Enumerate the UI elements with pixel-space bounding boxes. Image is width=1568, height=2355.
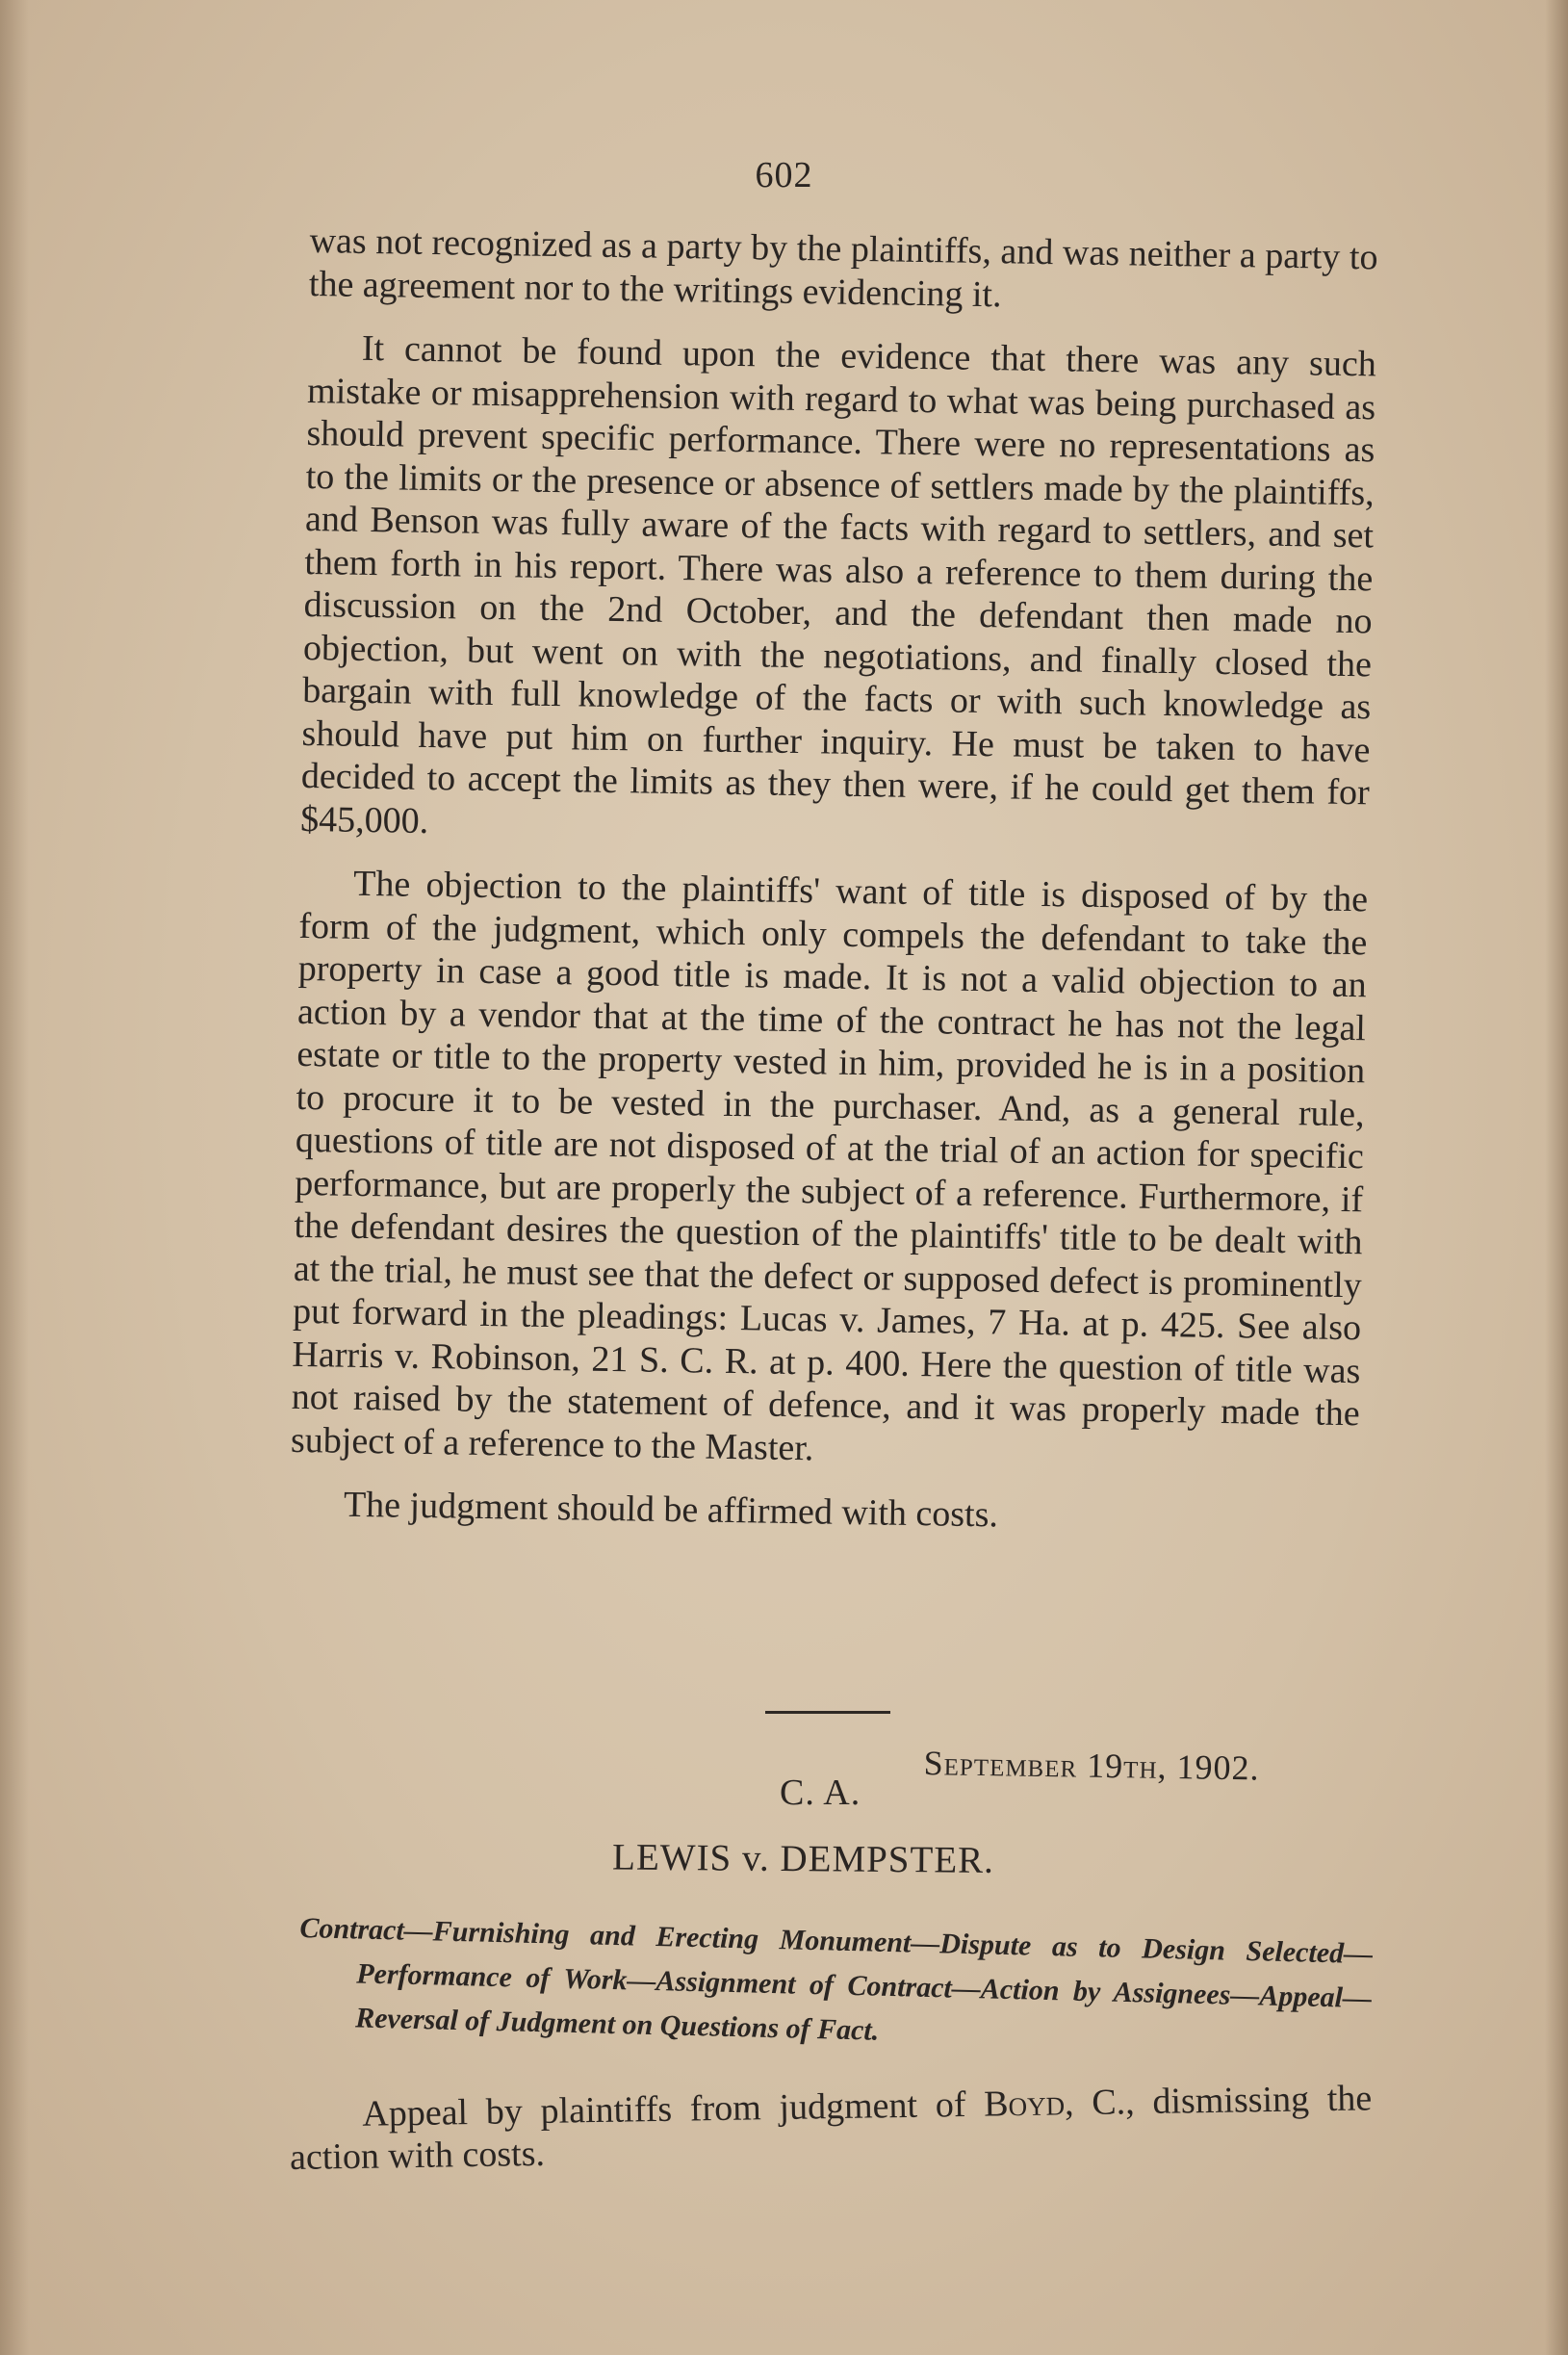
section-divider [765,1711,890,1714]
paragraph-2: It cannot be found upon the evidence that there was any such mistake or misapprehension with regard to what was being purchased as should prevent specific performance. There were no representations as to the limits or the presence or absence of settlers made by the plaintiffs, and Benson was fully aware of the facts with regard to settlers, and set them forth in his report. There was also a reference to them during the discussion on the 2nd October, and the defendant then made no objection, but went on with the negotiations, and finally closed the bargain with full knowledge of the facts or with such knowledge as should have put him on further inquiry. He must be taken to have decided to accept the limits as they then were, if he could get them for $45,000. [299,327,1377,841]
case-headnote: Contract—Furnishing and Erecting Monument—Dispute as to Design Selected—Performance of Work—Assignment of Contract—Action by Assignees—Appeal—Reversal of Judgment on Questions of Fact. [299,1911,1374,2047]
appeal-text-before: Appeal by plaintiffs from judgment of [362,2083,985,2135]
case-title: LEWIS v. DEMPSTER. [611,1836,995,1881]
court-label: C. A. [780,1773,861,1813]
case-date: September 19th, 1902. [923,1743,1260,1788]
opinion-text [289,220,1378,1564]
appeal-judge: Boyd, C. [983,2082,1126,2125]
appeal-text-after: , dismissing the action with costs. [289,2078,1373,2178]
paragraph-1: was not recognized as a party by the plaintiffs, and was neither a party to the agreement nor to the writings evidencing it. [308,220,1378,315]
paragraph-3: The objection to the plaintiffs' want of title is disposed of by the form of the judgment, which only compels the defendant to take the property in case a good title is made. It is not a valid objection to an action by a vendor that at the time of the contract he has not the legal estate or title to the property vested in him, provided he is in a position to procure it to be vested in the purchaser. And, as a general rule, questions of title are not disposed of at the trial of an action for specific performance, but are properly the subject of a reference. Furthermore, if the defendant desires the question of the plaintiffs' title to be dealt with at the trial, he must see that the defect or supposed defect is prominently put forward in the pleadings: Lucas v. James, 7 Ha. at p. 425. See also Harris v. Robinson, 21 S. C. R. at p. 400. Here the question of title was not raised by the statement of defence, and it was properly made the subject of a reference to the Master. [290,863,1369,1468]
paragraph-4: The judgment should be affirmed with costs. [343,1484,999,1536]
page-number: 602 [755,155,813,195]
appeal-paragraph [289,2077,1373,2179]
